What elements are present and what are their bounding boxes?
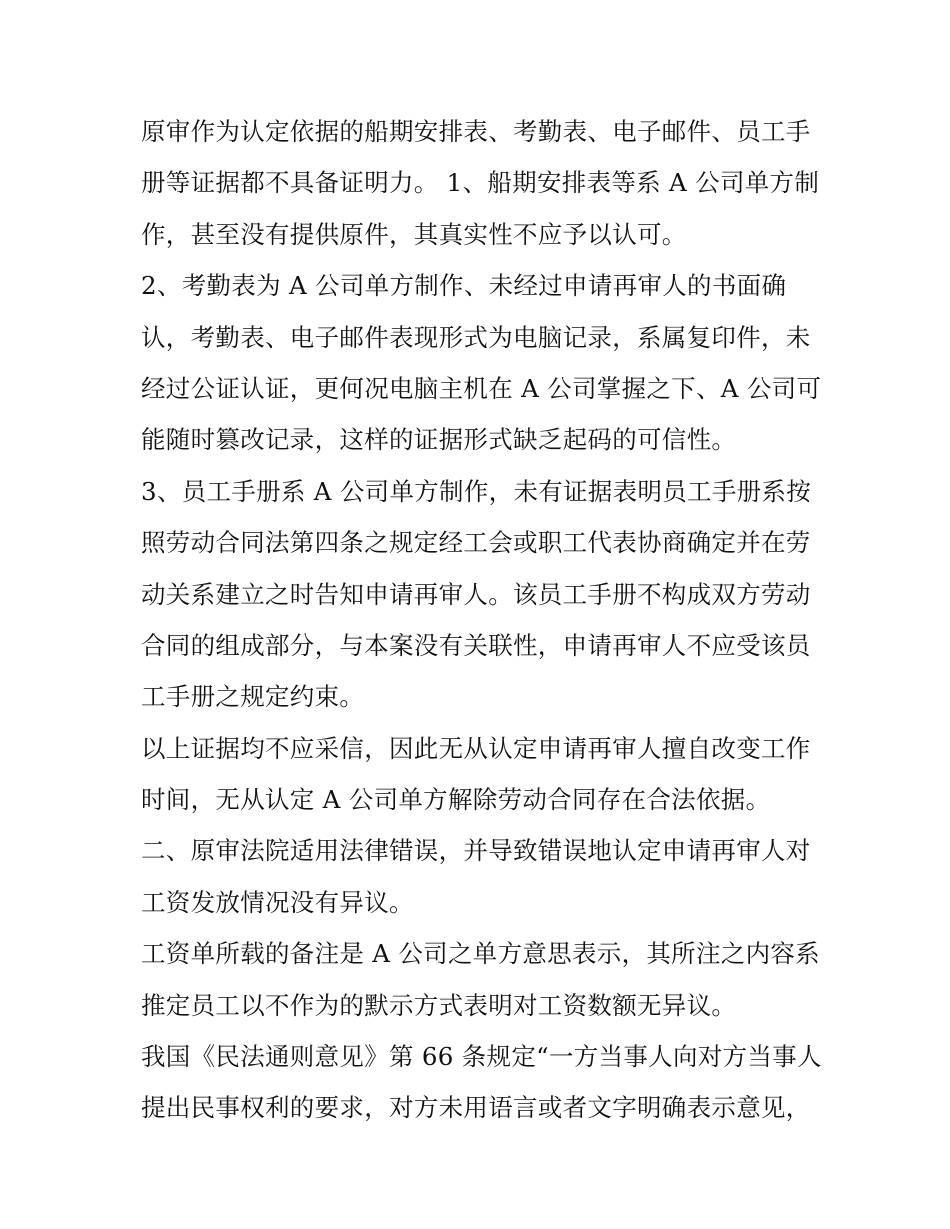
text-line: 动关系建立之时告知申请再审人。该员工手册不构成双方劳动: [141, 579, 811, 609]
text-line: 推定员工以不作为的默示方式表明对工资数额无异议。: [141, 990, 737, 1020]
text-line: 工资单所载的备注是 A 公司之单方意思表示，其所注之内容系: [141, 939, 820, 969]
text-line: 工手册之规定约束。: [141, 682, 365, 712]
text-line: 认，考勤表、电子邮件表现形式为电脑记录，系属复印件，未: [141, 322, 811, 352]
text-line: 工资发放情况没有异议。: [141, 887, 414, 917]
text-line: 册等证据都不具备证明力。 1、船期安排表等系 A 公司单方制: [141, 168, 820, 198]
text-line: 我国《民法通则意见》第 66 条规定“一方当事人向对方当事人: [141, 1042, 822, 1072]
text-line: 能随时篡改记录，这样的证据形式缺乏起码的可信性。: [141, 425, 737, 455]
text-line: 作，甚至没有提供原件，其真实性不应予以认可。: [141, 219, 687, 249]
document-body: [141, 106, 821, 1134]
text-line: 2、考勤表为 A 公司单方制作、未经过申请再审人的书面确: [141, 271, 787, 301]
text-line: 时间，无从认定 A 公司单方解除劳动合同存在合法依据。: [141, 785, 771, 815]
text-line: 提出民事权利的要求，对方未用语言或者文字明确表示意见，: [141, 1093, 811, 1123]
text-line: 原审作为认定依据的船期安排表、考勤表、电子邮件、员工手: [141, 117, 811, 146]
text-line: 合同的组成部分，与本案没有关联性，申请再审人不应受该员: [141, 630, 811, 660]
text-line: 二、原审法院适用法律错误，并导致错误地认定申请再审人对: [141, 836, 811, 866]
text-line: 经过公证认证，更何况电脑主机在 A 公司掌握之下、A 公司可: [141, 373, 822, 403]
text-line: 3、员工手册系 A 公司单方制作，未有证据表明员工手册系按: [141, 476, 812, 506]
text-line: 以上证据均不应采信，因此无从认定申请再审人擅自改变工作: [141, 733, 811, 763]
text-line: 照劳动合同法第四条之规定经工会或职工代表协商确定并在劳: [141, 528, 811, 558]
